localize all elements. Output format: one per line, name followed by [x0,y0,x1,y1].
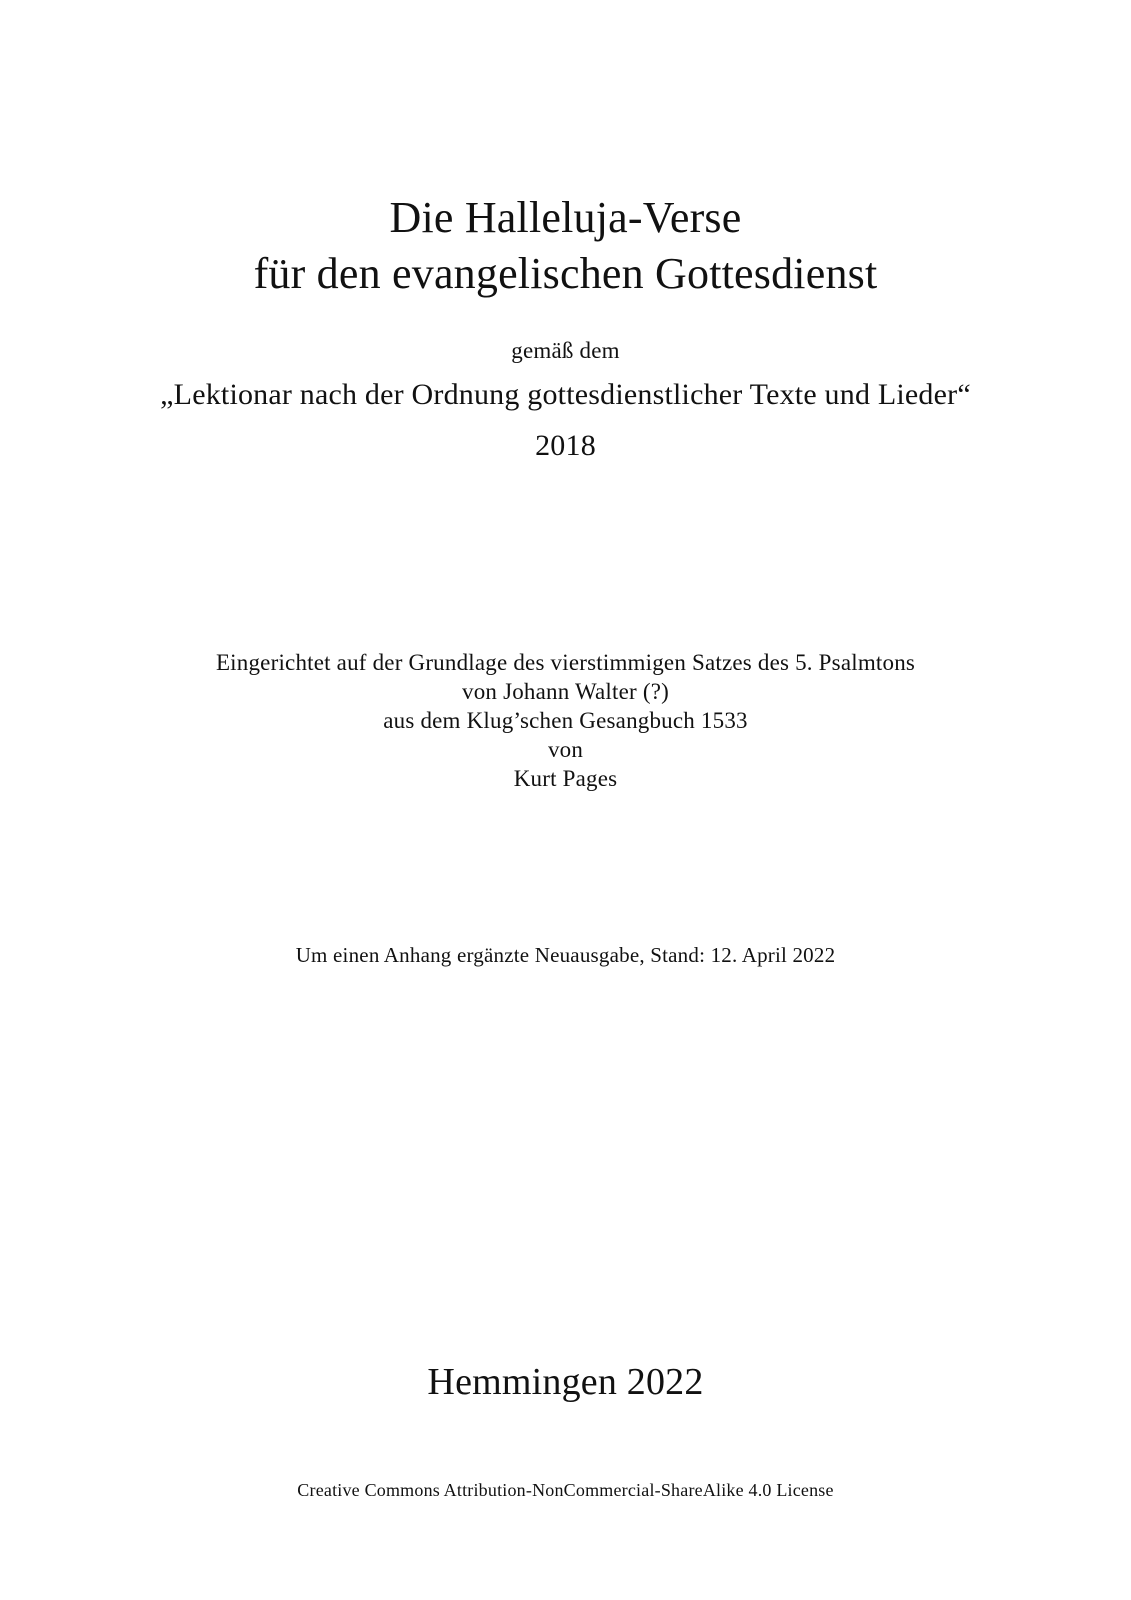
description-line-3: aus dem Klug’schen Gesangbuch 1533 [383,708,748,733]
edition-note: Um einen Anhang ergänzte Neuausgabe, Stand: 12. April 2022 [295,943,836,967]
title-line-2: für den evangelischen Gottesdienst [253,249,878,298]
intro-text: gemäß dem [511,338,620,363]
title-line-1: Die Halleluja-Verse [389,193,742,242]
description-line-1: Eingerichtet auf der Grundlage des vierstimmigen Satzes des 5. Psalmtons [215,650,916,675]
author-name: Kurt Pages [513,766,618,791]
lektionar-title: „Lektionar nach der Ordnung gottesdienstlicher Texte und Lieder“ [160,378,971,411]
place-and-year: Hemmingen 2022 [427,1361,704,1403]
description-line-2: von Johann Walter (?) [462,679,669,704]
license-text: Creative Commons Attribution-NonCommercial-ShareAlike 4.0 License [297,1480,834,1500]
description-line-4: von [547,737,584,762]
lektionar-year: 2018 [535,429,596,462]
